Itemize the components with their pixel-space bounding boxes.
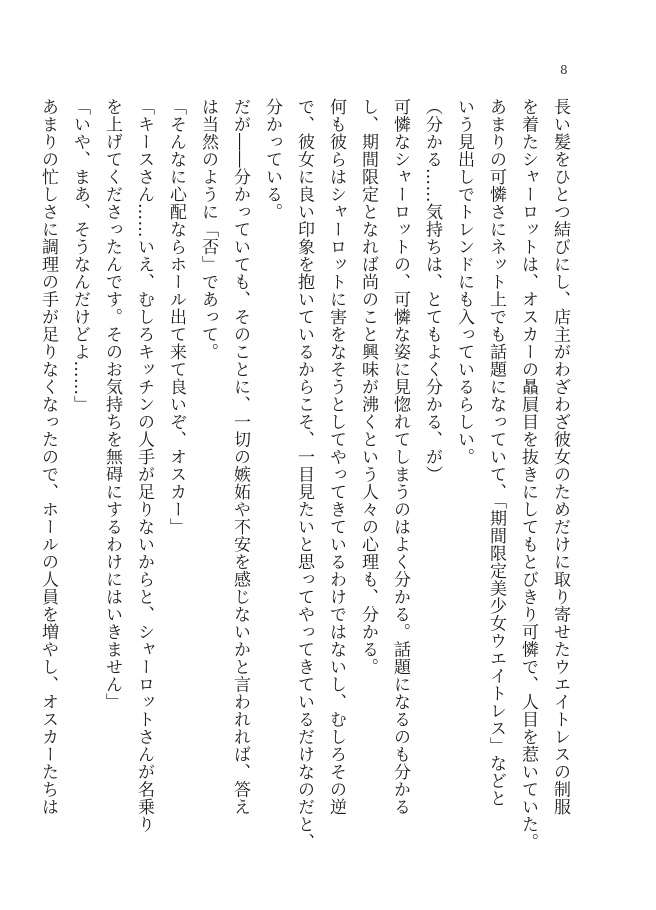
text-line: し、期間限定となれば尚のこと興味が沸くという人々の心理も、分かる。	[358, 98, 378, 676]
page-number: 8	[560, 63, 568, 77]
text-line: 可憐なシャーロットの、可憐な姿に見惚れてしまうのはよく分かる。話題になるのも分かる	[390, 98, 410, 816]
text-line: 「キースさん……いえ、むしろキッチンの人手が足りないからと、シャーロットさんが名乗り	[134, 98, 154, 833]
vertical-text-block	[32, 98, 576, 858]
text-line: だが――分かっていても、そのことに、一切の嫉妬や不安を感じないかと言われれば、答え	[230, 98, 250, 816]
text-line: 何も彼らはシャーロットに害をなそうとしてやってきているわけではないし、むしろその逆	[326, 98, 346, 816]
text-line: 「いや、まあ、そうなんだけどよ……」	[70, 98, 90, 413]
text-line: あまりの忙しさに調理の手が足りなくなったので、ホールの人員を増やし、オスカーたちは	[38, 98, 58, 816]
text-line: あまりの可憐さにネット上でも話題になっていて、「期間限定美少女ウエイトレス」などと	[486, 98, 506, 807]
text-line: で、彼女に良い印象を抱いているからこそ、一目見たいと思ってやってきているだけなのだと、	[294, 98, 314, 851]
text-line: （分かる……気持ちは、とてもよく分かる、が）	[422, 98, 442, 483]
text-line: 長い髪をひとつ結びにし、店主がわざわざ彼女のためだけに取り寄せたウエイトレスの制服	[550, 98, 570, 816]
text-line: は当然のように「否」であって。	[198, 98, 218, 361]
text-line: を着たシャーロットは、オスカーの贔屓目を抜きにしてもとびきり可憐で、人目を惹いていた。	[518, 98, 538, 851]
text-line: いう見出しでトレンドにも入っているらしい。	[454, 98, 474, 466]
text-line: を上げてくださったんです。そのお気持ちを無碍にするわけにはいきません」	[102, 98, 122, 711]
text-line: 「そんなに心配ならホール出て来て良いぞ、オスカー」	[166, 98, 186, 536]
text-line: 分かっている。	[262, 98, 282, 221]
